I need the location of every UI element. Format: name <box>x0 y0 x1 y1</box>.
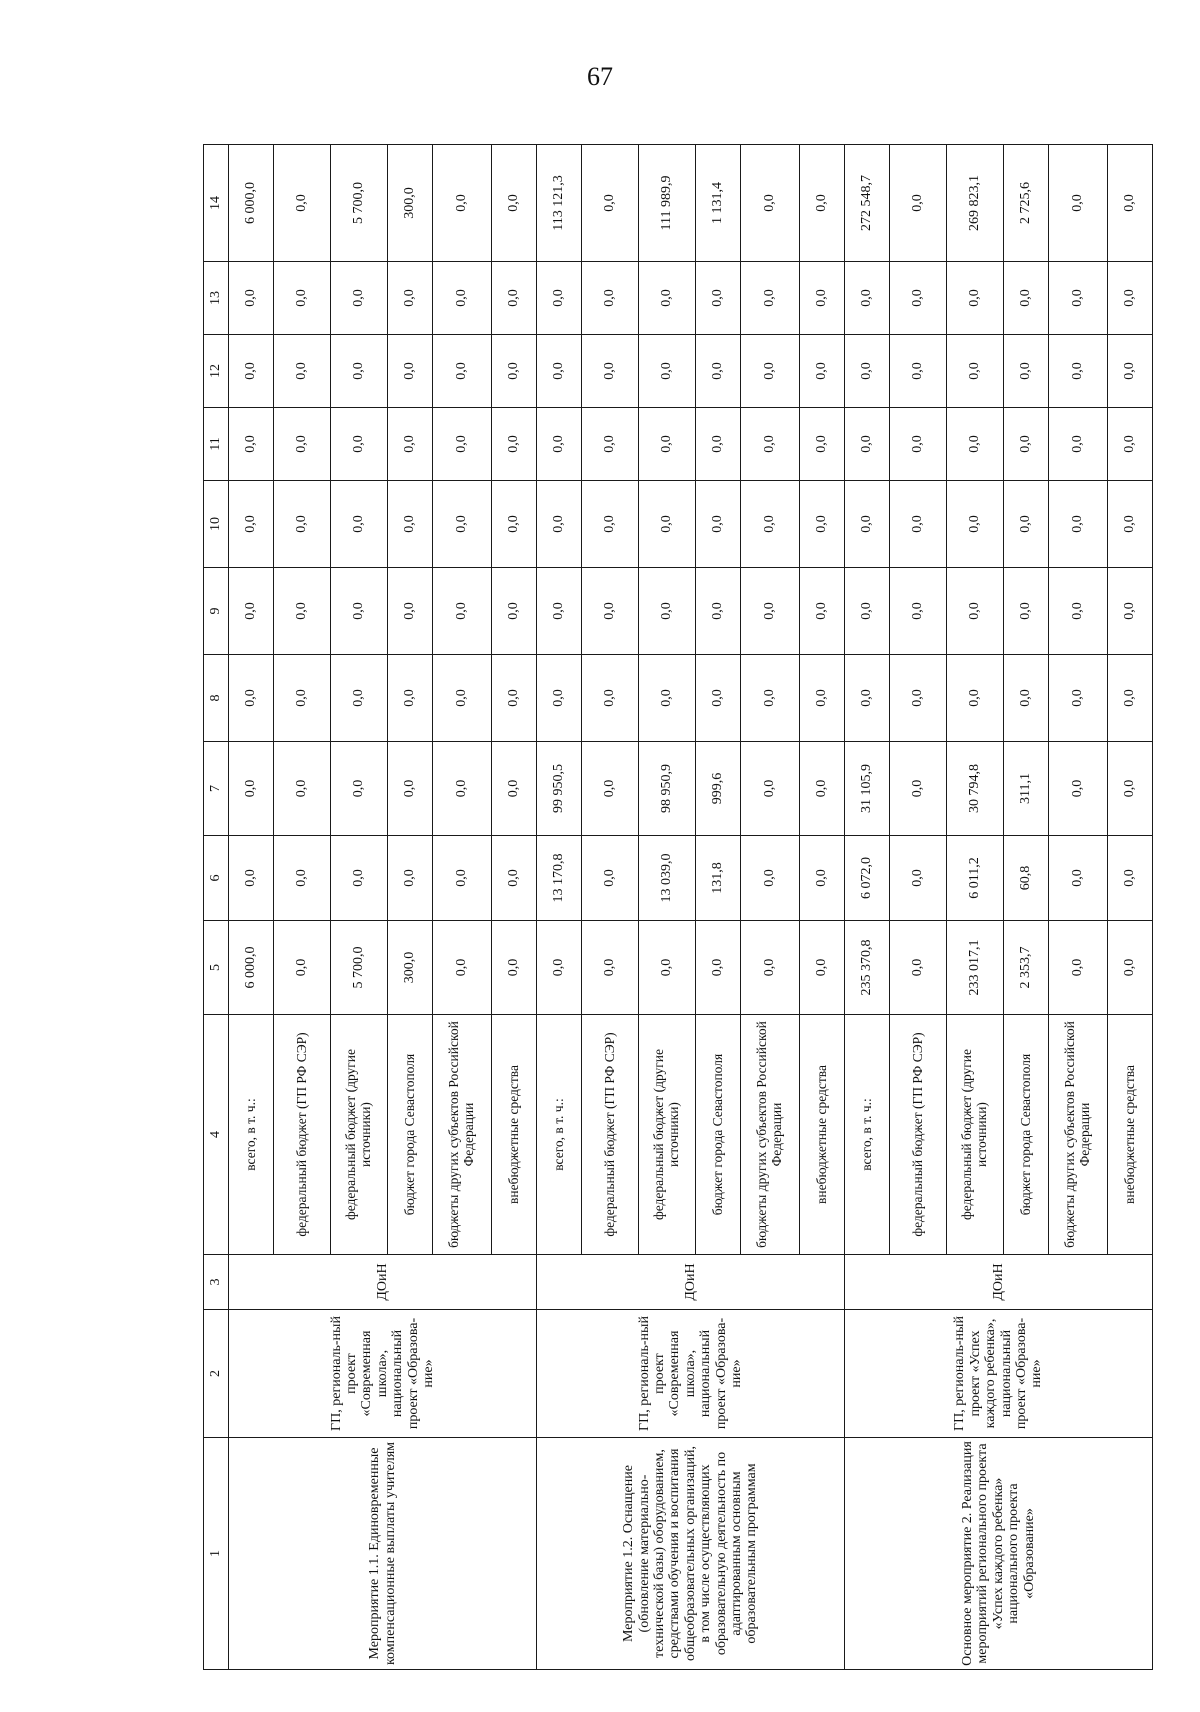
column-header-2: 2 <box>204 1310 229 1438</box>
value-cell: 0,0 <box>947 335 1004 408</box>
value-cell: 0,0 <box>388 481 433 568</box>
value-cell: 0,0 <box>492 145 537 262</box>
value-cell: 0,0 <box>741 836 800 921</box>
value-cell: 0,0 <box>1049 481 1108 568</box>
value-cell: 0,0 <box>331 335 388 408</box>
value-cell: 0,0 <box>741 145 800 262</box>
value-cell: 1 131,4 <box>696 145 741 262</box>
value-cell: 0,0 <box>229 262 274 335</box>
value-cell: 0,0 <box>229 836 274 921</box>
funding-source-cell: внебюджетные средства <box>492 1015 537 1255</box>
value-cell: 0,0 <box>433 836 492 921</box>
value-cell: 0,0 <box>492 481 537 568</box>
value-cell: 0,0 <box>890 836 947 921</box>
value-cell: 0,0 <box>1049 742 1108 836</box>
value-cell: 5 700,0 <box>331 921 388 1015</box>
value-cell: 0,0 <box>331 836 388 921</box>
value-cell: 0,0 <box>1108 836 1153 921</box>
value-cell: 131,8 <box>696 836 741 921</box>
value-cell: 0,0 <box>741 655 800 742</box>
value-cell: 0,0 <box>800 742 845 836</box>
executor-cell: ДОиН <box>845 1255 1153 1310</box>
value-cell: 0,0 <box>1108 145 1153 262</box>
value-cell: 2 725,6 <box>1004 145 1049 262</box>
value-cell: 0,0 <box>639 481 696 568</box>
value-cell: 0,0 <box>537 568 582 655</box>
value-cell: 0,0 <box>741 568 800 655</box>
column-header-7: 7 <box>204 742 229 836</box>
value-cell: 0,0 <box>1004 568 1049 655</box>
value-cell: 0,0 <box>890 408 947 481</box>
column-header-9: 9 <box>204 568 229 655</box>
column-header-5: 5 <box>204 921 229 1015</box>
value-cell: 0,0 <box>388 408 433 481</box>
value-cell: 0,0 <box>639 655 696 742</box>
value-cell: 0,0 <box>537 921 582 1015</box>
program-cell: ГП, региональ-ный проект «Современная школа», национальный проект «Образова-ние» <box>229 1310 537 1438</box>
value-cell: 6 000,0 <box>229 921 274 1015</box>
value-cell: 0,0 <box>1108 655 1153 742</box>
value-cell: 0,0 <box>433 408 492 481</box>
activity-cell: Мероприятие 1.1. Единовременные компенсационные выплаты учителям <box>229 1438 537 1670</box>
value-cell: 0,0 <box>947 655 1004 742</box>
value-cell: 0,0 <box>1049 145 1108 262</box>
value-cell: 99 950,5 <box>537 742 582 836</box>
value-cell: 60,8 <box>1004 836 1049 921</box>
value-cell: 0,0 <box>696 568 741 655</box>
value-cell: 311,1 <box>1004 742 1049 836</box>
funding-source-cell: внебюджетные средства <box>800 1015 845 1255</box>
value-cell: 0,0 <box>800 262 845 335</box>
value-cell: 0,0 <box>331 408 388 481</box>
value-cell: 6 000,0 <box>229 145 274 262</box>
value-cell: 0,0 <box>1049 655 1108 742</box>
value-cell: 0,0 <box>582 836 639 921</box>
value-cell: 0,0 <box>741 408 800 481</box>
value-cell: 0,0 <box>331 568 388 655</box>
value-cell: 0,0 <box>1004 655 1049 742</box>
header-row <box>204 145 229 1670</box>
value-cell: 0,0 <box>274 742 331 836</box>
funding-source-cell: федеральный бюджет (ГП РФ СЭР) <box>890 1015 947 1255</box>
value-cell: 0,0 <box>582 408 639 481</box>
executor-cell: ДОиН <box>537 1255 845 1310</box>
value-cell: 6 072,0 <box>845 836 890 921</box>
program-cell: ГП, региональ-ный проект «Успех каждого ребенка», национальный проект «Образова-ние» <box>845 1310 1153 1438</box>
value-cell: 30 794,8 <box>947 742 1004 836</box>
value-cell: 0,0 <box>696 262 741 335</box>
value-cell: 0,0 <box>696 481 741 568</box>
value-cell: 235 370,8 <box>845 921 890 1015</box>
value-cell: 0,0 <box>639 408 696 481</box>
value-cell: 0,0 <box>800 921 845 1015</box>
column-header-4: 4 <box>204 1015 229 1255</box>
funding-source-cell: федеральный бюджет (ГП РФ СЭР) <box>582 1015 639 1255</box>
value-cell: 0,0 <box>331 742 388 836</box>
value-cell: 0,0 <box>229 568 274 655</box>
value-cell: 0,0 <box>274 836 331 921</box>
funding-source-cell: бюджеты других субъектов Российской Федерации <box>741 1015 800 1255</box>
value-cell: 0,0 <box>537 408 582 481</box>
value-cell: 0,0 <box>639 262 696 335</box>
value-cell: 0,0 <box>433 262 492 335</box>
value-cell: 0,0 <box>274 655 331 742</box>
value-cell: 0,0 <box>845 655 890 742</box>
value-cell: 0,0 <box>1108 921 1153 1015</box>
value-cell: 0,0 <box>388 262 433 335</box>
value-cell: 0,0 <box>388 836 433 921</box>
value-cell: 0,0 <box>1108 262 1153 335</box>
value-cell: 0,0 <box>1004 335 1049 408</box>
value-cell: 6 011,2 <box>947 836 1004 921</box>
value-cell: 0,0 <box>582 262 639 335</box>
column-header-12: 12 <box>204 335 229 408</box>
funding-source-cell: бюджет города Севастополя <box>1004 1015 1049 1255</box>
value-cell: 0,0 <box>800 655 845 742</box>
value-cell: 0,0 <box>433 335 492 408</box>
value-cell: 0,0 <box>1049 335 1108 408</box>
value-cell: 0,0 <box>800 568 845 655</box>
funding-source-cell: внебюджетные средства <box>1108 1015 1153 1255</box>
value-cell: 0,0 <box>741 335 800 408</box>
value-cell: 13 039,0 <box>639 836 696 921</box>
value-cell: 13 170,8 <box>537 836 582 921</box>
value-cell: 999,6 <box>696 742 741 836</box>
value-cell: 0,0 <box>1004 262 1049 335</box>
value-cell: 0,0 <box>1108 568 1153 655</box>
value-cell: 0,0 <box>388 335 433 408</box>
value-cell: 0,0 <box>696 408 741 481</box>
value-cell: 0,0 <box>845 408 890 481</box>
value-cell: 0,0 <box>388 742 433 836</box>
value-cell: 0,0 <box>890 921 947 1015</box>
value-cell: 0,0 <box>1108 742 1153 836</box>
column-header-3: 3 <box>204 1255 229 1310</box>
table-row <box>229 145 274 1670</box>
value-cell: 0,0 <box>741 742 800 836</box>
column-header-1: 1 <box>204 1438 229 1670</box>
value-cell: 0,0 <box>947 262 1004 335</box>
value-cell: 0,0 <box>800 145 845 262</box>
value-cell: 0,0 <box>537 335 582 408</box>
value-cell: 0,0 <box>433 481 492 568</box>
value-cell: 0,0 <box>639 921 696 1015</box>
value-cell: 0,0 <box>537 481 582 568</box>
value-cell: 0,0 <box>845 481 890 568</box>
column-header-14: 14 <box>204 145 229 262</box>
funding-source-cell: бюджет города Севастополя <box>696 1015 741 1255</box>
value-cell: 0,0 <box>696 655 741 742</box>
value-cell: 0,0 <box>1108 335 1153 408</box>
value-cell: 0,0 <box>890 655 947 742</box>
value-cell: 300,0 <box>388 145 433 262</box>
value-cell: 0,0 <box>388 655 433 742</box>
value-cell: 0,0 <box>1108 481 1153 568</box>
program-cell: ГП, региональ-ный проект «Современная школа», национальный проект «Образова-ние» <box>537 1310 845 1438</box>
funding-source-cell: бюджет города Севастополя <box>388 1015 433 1255</box>
value-cell: 0,0 <box>1004 481 1049 568</box>
value-cell: 2 353,7 <box>1004 921 1049 1015</box>
value-cell: 0,0 <box>274 568 331 655</box>
column-header-8: 8 <box>204 655 229 742</box>
value-cell: 0,0 <box>274 408 331 481</box>
value-cell: 0,0 <box>582 568 639 655</box>
value-cell: 0,0 <box>274 921 331 1015</box>
value-cell: 0,0 <box>1049 262 1108 335</box>
value-cell: 0,0 <box>582 655 639 742</box>
value-cell: 0,0 <box>947 408 1004 481</box>
value-cell: 0,0 <box>433 742 492 836</box>
value-cell: 0,0 <box>845 262 890 335</box>
activity-cell: Мероприятие 1.2. Оснащение (обновление материально-технической базы) оборудованием, средствами обучения и воспитания общеобразовательных организаций, в том числе осуществляющих образовательную деятельность по адаптированным основным образовательным программам <box>537 1438 845 1670</box>
value-cell: 0,0 <box>890 742 947 836</box>
value-cell: 0,0 <box>639 335 696 408</box>
value-cell: 0,0 <box>947 481 1004 568</box>
executor-cell: ДОиН <box>229 1255 537 1310</box>
column-header-6: 6 <box>204 836 229 921</box>
value-cell: 0,0 <box>1108 408 1153 481</box>
funding-source-cell: бюджеты других субъектов Российской Федерации <box>1049 1015 1108 1255</box>
funding-source-cell: всего, в т. ч.: <box>229 1015 274 1255</box>
page-number: 67 <box>587 62 613 91</box>
value-cell: 0,0 <box>229 481 274 568</box>
value-cell: 0,0 <box>492 335 537 408</box>
activity-cell: Основное мероприятие 2. Реализация мероприятий регионального проекта «Успех каждого ребенка» национального проекта «Образование» <box>845 1438 1153 1670</box>
value-cell: 0,0 <box>229 408 274 481</box>
value-cell: 0,0 <box>800 408 845 481</box>
value-cell: 0,0 <box>1049 568 1108 655</box>
value-cell: 0,0 <box>433 568 492 655</box>
value-cell: 0,0 <box>331 655 388 742</box>
value-cell: 0,0 <box>741 262 800 335</box>
value-cell: 113 121,3 <box>537 145 582 262</box>
value-cell: 0,0 <box>433 145 492 262</box>
value-cell: 0,0 <box>890 568 947 655</box>
value-cell: 0,0 <box>229 742 274 836</box>
value-cell: 0,0 <box>274 262 331 335</box>
value-cell: 0,0 <box>696 921 741 1015</box>
funding-source-cell: федеральный бюджет (другие источники) <box>639 1015 696 1255</box>
funding-source-cell: бюджеты других субъектов Российской Федерации <box>433 1015 492 1255</box>
value-cell: 0,0 <box>331 262 388 335</box>
value-cell: 0,0 <box>696 335 741 408</box>
funding-source-cell: всего, в т. ч.: <box>537 1015 582 1255</box>
value-cell: 0,0 <box>229 655 274 742</box>
value-cell: 233 017,1 <box>947 921 1004 1015</box>
value-cell: 0,0 <box>1049 921 1108 1015</box>
value-cell: 0,0 <box>331 481 388 568</box>
value-cell: 0,0 <box>1049 408 1108 481</box>
value-cell: 0,0 <box>274 145 331 262</box>
value-cell: 0,0 <box>537 655 582 742</box>
column-header-10: 10 <box>204 481 229 568</box>
value-cell: 0,0 <box>639 568 696 655</box>
value-cell: 0,0 <box>492 742 537 836</box>
value-cell: 0,0 <box>492 408 537 481</box>
column-header-13: 13 <box>204 262 229 335</box>
value-cell: 0,0 <box>845 335 890 408</box>
value-cell: 5 700,0 <box>331 145 388 262</box>
value-cell: 0,0 <box>492 262 537 335</box>
value-cell: 0,0 <box>890 145 947 262</box>
value-cell: 0,0 <box>433 921 492 1015</box>
funding-source-cell: федеральный бюджет (другие источники) <box>947 1015 1004 1255</box>
value-cell: 0,0 <box>890 481 947 568</box>
table-rotated-wrapper <box>203 145 1138 1670</box>
value-cell: 0,0 <box>433 655 492 742</box>
value-cell: 0,0 <box>582 921 639 1015</box>
value-cell: 0,0 <box>890 335 947 408</box>
value-cell: 0,0 <box>274 481 331 568</box>
value-cell: 269 823,1 <box>947 145 1004 262</box>
value-cell: 0,0 <box>800 335 845 408</box>
table-row <box>845 145 890 1670</box>
value-cell: 0,0 <box>537 262 582 335</box>
value-cell: 300,0 <box>388 921 433 1015</box>
value-cell: 0,0 <box>947 568 1004 655</box>
value-cell: 0,0 <box>741 481 800 568</box>
value-cell: 0,0 <box>845 568 890 655</box>
value-cell: 0,0 <box>582 742 639 836</box>
value-cell: 0,0 <box>582 335 639 408</box>
value-cell: 0,0 <box>890 262 947 335</box>
value-cell: 0,0 <box>1049 836 1108 921</box>
value-cell: 0,0 <box>492 655 537 742</box>
value-cell: 0,0 <box>582 145 639 262</box>
funding-source-cell: всего, в т. ч.: <box>845 1015 890 1255</box>
funding-source-cell: федеральный бюджет (ГП РФ СЭР) <box>274 1015 331 1255</box>
table-row <box>537 145 582 1670</box>
value-cell: 0,0 <box>274 335 331 408</box>
value-cell: 0,0 <box>800 836 845 921</box>
value-cell: 31 105,9 <box>845 742 890 836</box>
value-cell: 0,0 <box>492 921 537 1015</box>
value-cell: 0,0 <box>800 481 845 568</box>
value-cell: 0,0 <box>388 568 433 655</box>
value-cell: 98 950,9 <box>639 742 696 836</box>
value-cell: 0,0 <box>582 481 639 568</box>
value-cell: 0,0 <box>492 568 537 655</box>
value-cell: 111 989,9 <box>639 145 696 262</box>
value-cell: 0,0 <box>741 921 800 1015</box>
budget-table <box>203 144 1153 1670</box>
value-cell: 0,0 <box>1004 408 1049 481</box>
value-cell: 0,0 <box>492 836 537 921</box>
funding-source-cell: федеральный бюджет (другие источники) <box>331 1015 388 1255</box>
value-cell: 272 548,7 <box>845 145 890 262</box>
value-cell: 0,0 <box>229 335 274 408</box>
column-header-11: 11 <box>204 408 229 481</box>
